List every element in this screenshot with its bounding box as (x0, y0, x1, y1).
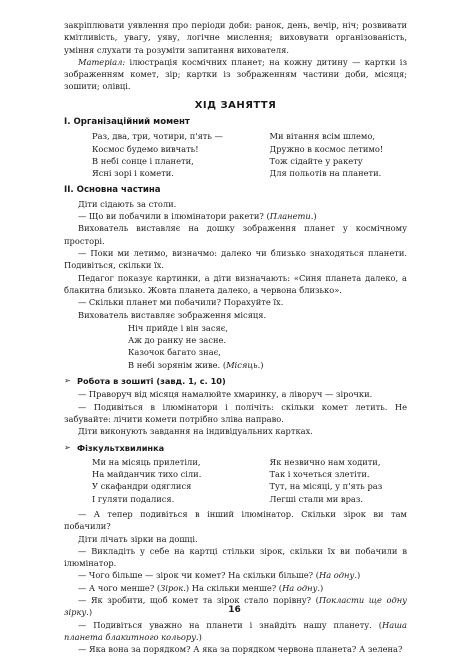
poem-right-column (230, 130, 408, 179)
riddle-line (128, 359, 407, 371)
poem-line: Ми вітання всім шлемо, (269, 131, 375, 142)
poem-line: Раз, два, три, чотири, п'ять — (92, 131, 223, 142)
poem-line: В небі сонце і планети, (92, 155, 194, 166)
text-line: Вихователь виставляє на дошку зображення планет у космічному просторі. (64, 223, 407, 246)
section-1-heading: I. Організаційний момент (64, 117, 190, 128)
text-line: Вихователь виставляє зображення місяця. (78, 309, 267, 320)
intro-paragraph: закріплювати уявлення про періоди доби: ранок, день, вечір, ніч; розвивати кмітливість, увагу, уяву, логічне мислення; виховувати організованість, уміння слухати та розуміти запитання вихователя. (64, 20, 407, 55)
text-line: — Яка вона за порядком? А яка за порядком червона планета? А зелена? (78, 644, 403, 655)
text-span: .) (354, 570, 361, 581)
text-span: — Чого більше — зірок чи комет? На скільки більше? ( (78, 570, 319, 581)
greeting-poem (64, 130, 407, 179)
text-span: — Що ви побачили в ілюмінатори ракети? ( (78, 211, 270, 222)
poem-line: Як незвично нам ходити, (269, 456, 381, 467)
text-line: Діти лічать зірки на дошці. (78, 533, 198, 544)
text-span: — А чого менше? ( (78, 582, 161, 593)
materials-paragraph (64, 56, 407, 93)
text-line (64, 619, 407, 644)
answer-italic: На одну (318, 570, 355, 581)
arrow-right-icon: ➢ (64, 442, 71, 452)
poem-right-column (230, 456, 408, 505)
text-line: — Праворуч від місяця намалюйте хмаринку, а ліворуч — зірочки. (78, 389, 373, 400)
task-2-heading (64, 442, 407, 454)
page-content (64, 19, 407, 656)
poem-line: Ясні зорі і комети. (92, 168, 174, 179)
poem-line: Ми на місяць прилетіли, (92, 456, 201, 467)
riddle-poem (64, 322, 407, 371)
page-title: ХІД ЗАНЯТТЯ (194, 99, 277, 111)
poem-line: І гуляти подалися. (92, 493, 175, 504)
task-1-heading (64, 375, 407, 387)
poem-line: Тож сідайте у ракету (269, 155, 363, 166)
materials-text: ілюстрація космічних планет; на кожну дитину — картки із зображенням комет, зір; картки із зображенням частини доби, місяця; зошити; олівці. (64, 56, 407, 92)
text-span: .) (317, 582, 324, 593)
task-title: Фізкультхвилинка (77, 442, 165, 453)
answer-italic: Наша планета блакитного кольору (64, 619, 407, 642)
text-span: .) (257, 359, 264, 370)
poem-line: Легші стали ми враз. (269, 493, 364, 504)
poem-line: Дружно в космос летимо! (269, 143, 384, 154)
answer-italic: Покласти ще одну зірку (64, 595, 407, 618)
riddle-line: Ніч прийде і він засяє, (128, 322, 228, 333)
text-line: — Викладіть у себе на картці стільки зірок, скільки їх ви побачили в ілюмінатор. (64, 545, 407, 569)
text-span: .) (196, 631, 202, 642)
text-span: — Як зробити, щоб комет та зірок стало порівну? ( (78, 595, 319, 606)
text-line: Діти сідають за столи. (78, 198, 177, 209)
text-line (64, 582, 407, 594)
text-line: — Скільки планет ми побачили? Порахуйте їх. (78, 297, 284, 308)
arrow-right-icon: ➢ (64, 376, 71, 386)
text-span: .) На скільки менше? ( (183, 582, 283, 593)
text-span: .) (86, 607, 93, 618)
answer-italic: Планети (269, 211, 311, 222)
answer-italic: Зірок (160, 582, 184, 593)
text-span: — Подивіться уважно на планети і знайдіть нашу планету. ( (78, 619, 382, 630)
text-line: Педагог показує картинки, а діти визначають: «Синя планета далеко, а блакитна близько. Жовта планета далеко, а червона близько». (64, 272, 407, 295)
poem-line: Космос будемо вивчать! (92, 143, 199, 154)
riddle-line: Аж до ранку не засне. (128, 335, 227, 346)
answer-italic: На одну (282, 582, 318, 593)
poem-line: Так і хочеться злетіти. (269, 469, 370, 480)
text-line: — Подивіться в ілюмінатори і полічіть: скільки комет летить. Не забувайте: лічити комети потрібно зліва направо. (64, 401, 407, 424)
answer-italic: Місяць (226, 359, 258, 370)
text-span: .) (310, 211, 317, 222)
poem-line: У скафандри одяглися (92, 481, 192, 492)
exercise-poem (64, 456, 407, 505)
text-span: В небі зорянім живе. ( (128, 359, 227, 370)
poem-left-column (64, 130, 230, 179)
poem-line: Тут, на місяці, у п'ять раз (269, 481, 383, 492)
text-line: — А тепер подивіться в інший ілюмінатор. Скільки зірок ви там побачили? (64, 508, 407, 532)
text-line (64, 569, 407, 581)
section-2-heading: II. Основна частина (64, 184, 161, 195)
page-number: 16 (228, 605, 241, 615)
poem-line: На майданчик тихо сіли. (92, 469, 202, 480)
materials-label: Матеріал: (78, 56, 126, 67)
riddle-line: Казочок багато знає, (128, 347, 221, 358)
text-line: — Поки ми летимо, визначмо: далеко чи близько знаходяться планети. Подивіться, скільки їх. (64, 248, 407, 271)
text-line: Діти виконують завдання на індивідуальних картках. (78, 426, 313, 437)
text-line (64, 210, 407, 222)
task-title: Робота в зошиті (завд. 1, с. 10) (77, 376, 226, 387)
poem-line: Для польотів на планети. (269, 168, 382, 179)
poem-left-column (64, 456, 230, 505)
